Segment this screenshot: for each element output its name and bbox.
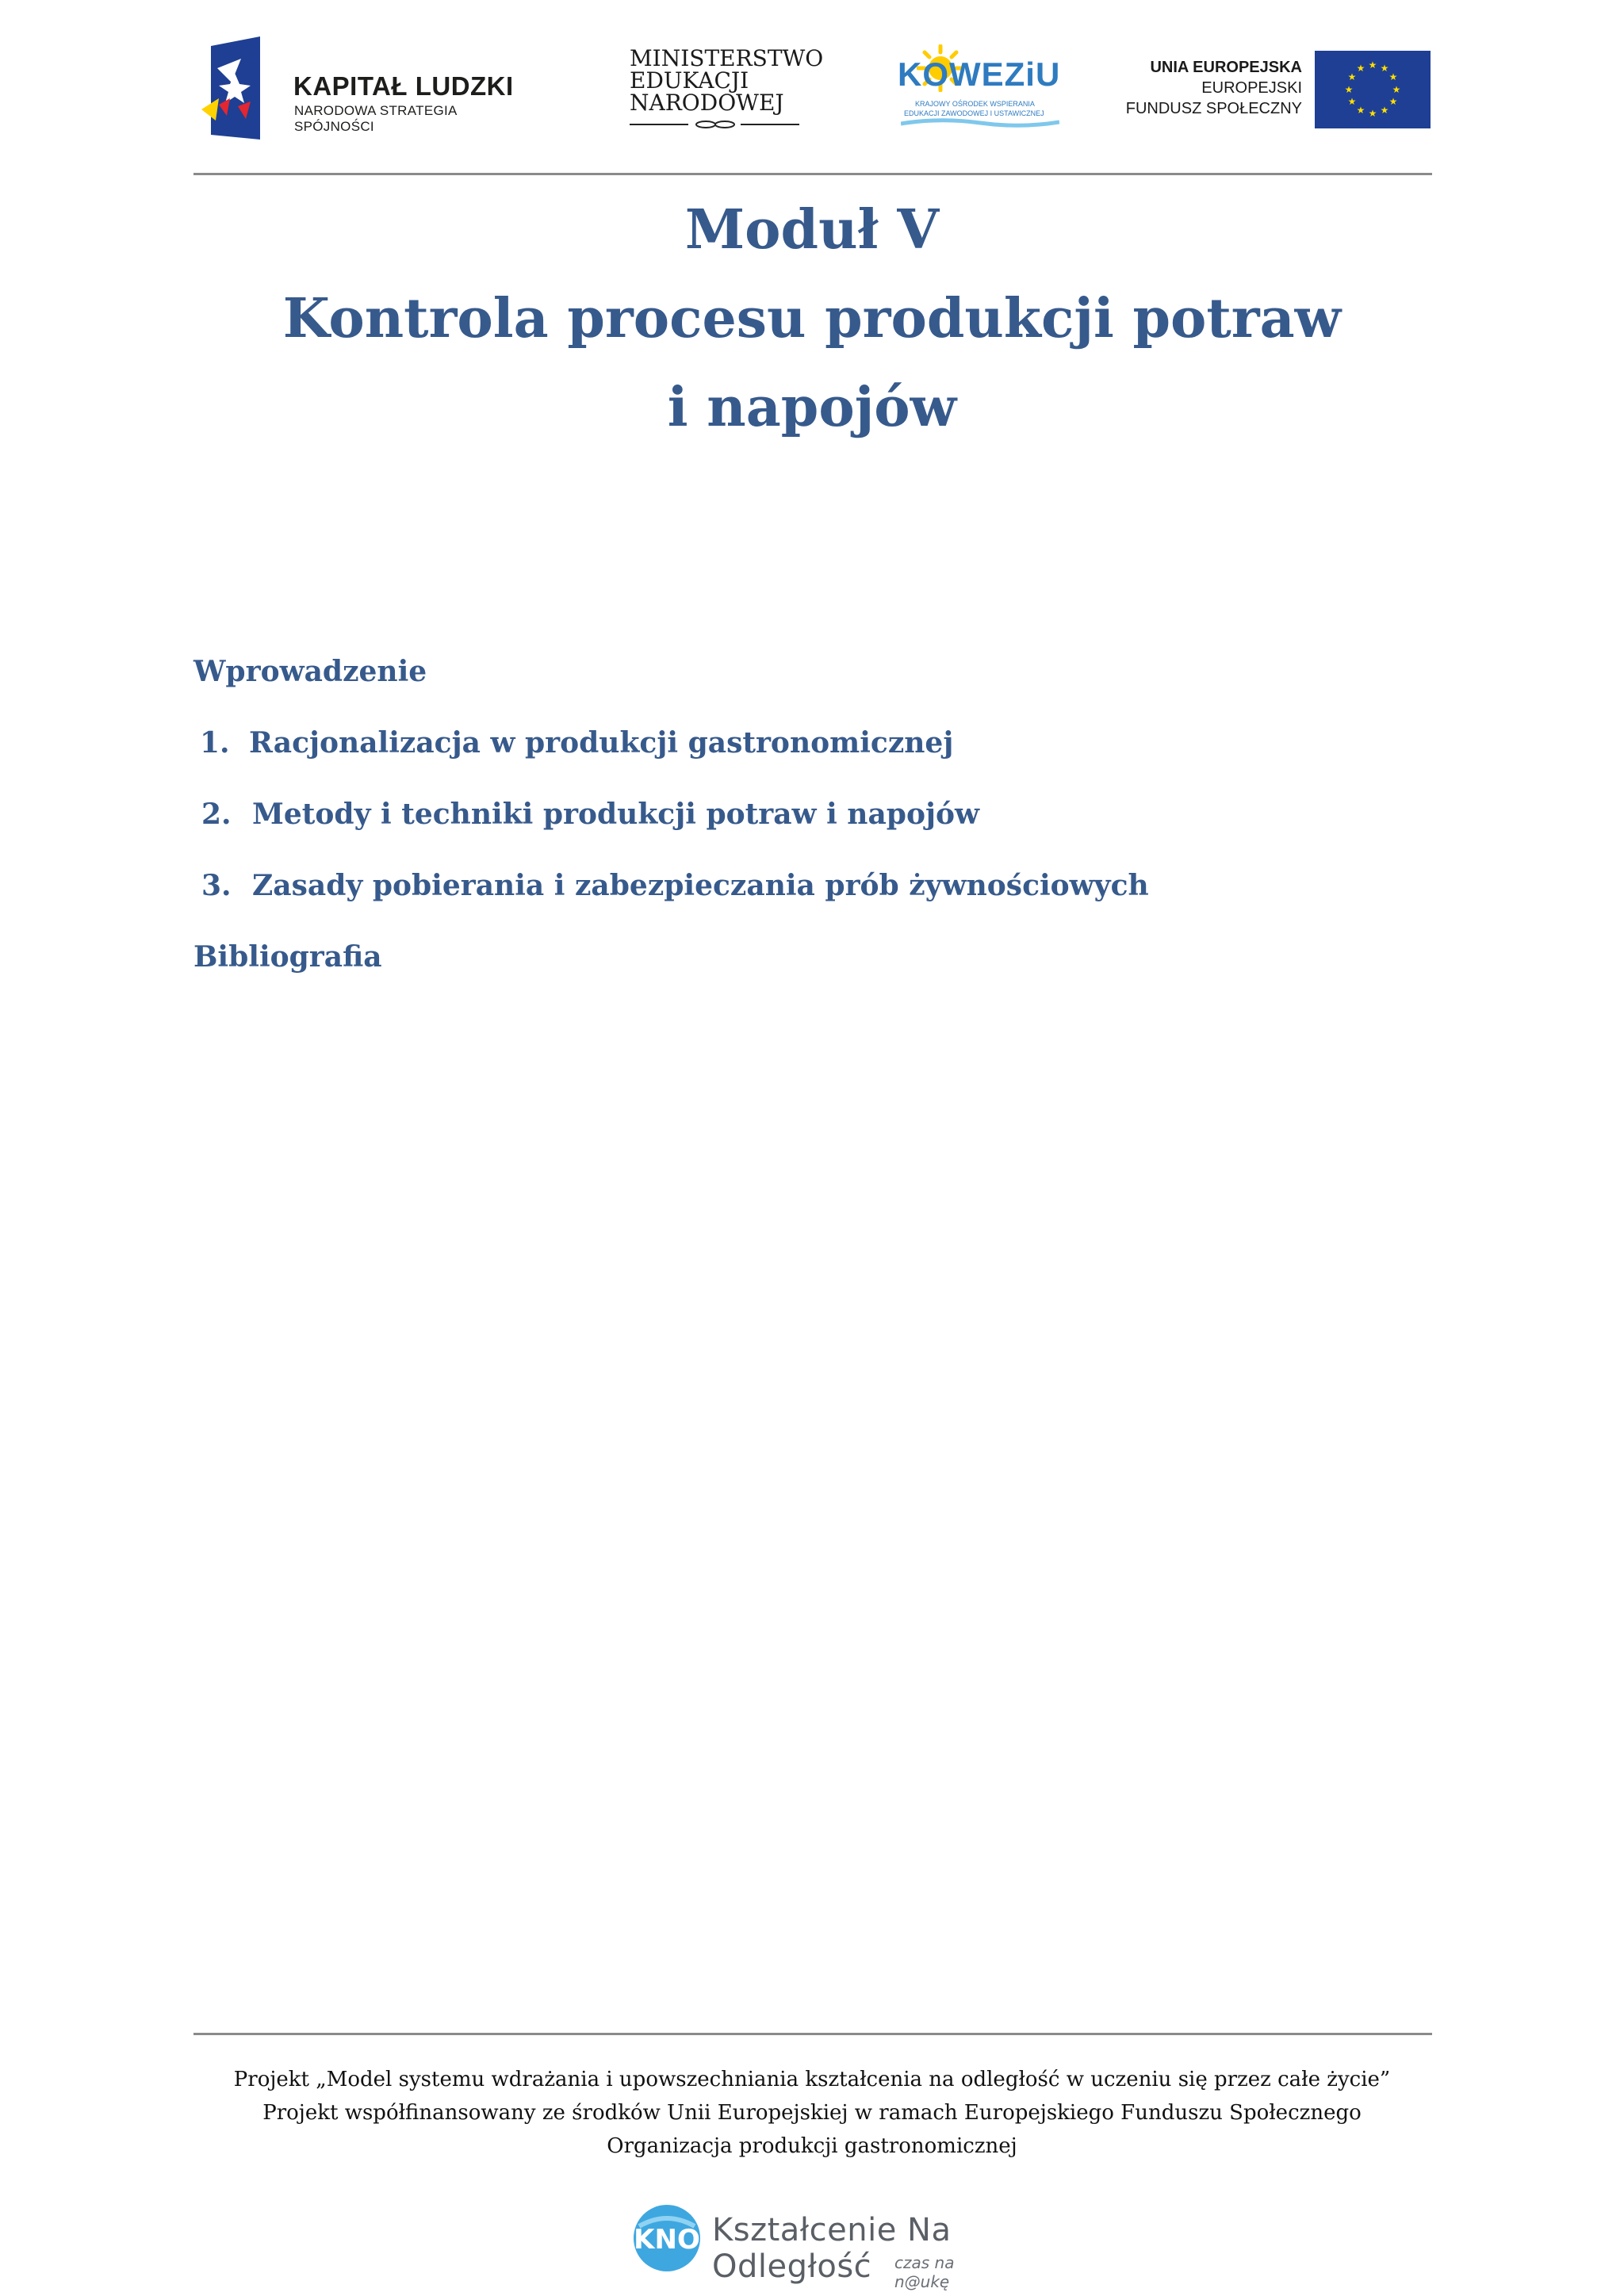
svg-text:★: ★ (1392, 84, 1401, 95)
kno-logo-text: Kształcenie Na Odległość (712, 2212, 952, 2285)
toc-item-2-label: Metody i techniki produkcji potraw i napojów (252, 798, 979, 831)
svg-text:★: ★ (1344, 84, 1354, 95)
logo-kno (631, 2201, 996, 2291)
eu-line-1: UNIA EUROPEJSKA (1150, 59, 1302, 76)
kapital-ludzki-title: KAPITAŁ LUDZKI (293, 71, 514, 101)
eu-line-2: EUROPEJSKI (1201, 79, 1302, 97)
page-title-line-1: Moduł V (684, 198, 940, 262)
koweziu-sub-2: EDUKACJI ZAWODOWEJ I USTAWICZNEJ (904, 109, 1044, 117)
toc-item-1-label: Racjonalizacja w produkcji gastronomicznej (249, 726, 954, 760)
page-title-line-3: i napojów (667, 376, 957, 439)
kapital-ludzki-subtitle: NARODOWA STRATEGIA SPÓJNOŚCI (294, 103, 457, 134)
svg-text:★: ★ (1356, 63, 1365, 74)
toc-item-3-label: Zasady pobierania i zabezpieczania prób żywnościowych (252, 869, 1149, 902)
toc-item-3-number: 3. (201, 869, 232, 902)
toc-item-2-number: 2. (201, 798, 232, 831)
toc-intro: Wprowadzenie (193, 655, 427, 688)
eu-flag-icon (1315, 51, 1431, 128)
men-pen-icon (630, 119, 799, 130)
kno-logo-subtitle: czas na n@ukę (894, 2253, 955, 2291)
footer-rule (193, 2033, 1432, 2035)
svg-text:★: ★ (1368, 59, 1377, 71)
svg-text:★: ★ (1347, 71, 1357, 82)
koweziu-wave-icon (901, 117, 1059, 128)
men-line-3: NARODOWEJ (630, 90, 784, 116)
svg-text:★: ★ (1380, 105, 1389, 116)
men-line-2: EDUKACJI (630, 67, 749, 94)
footer-line-3: Organizacja produkcji gastronomicznej (607, 2134, 1017, 2158)
svg-text:★: ★ (1368, 108, 1377, 119)
svg-text:★: ★ (1380, 63, 1389, 74)
logo-men (630, 45, 824, 135)
kno-logo-mark: KNO (634, 2224, 700, 2256)
toc-item-1-number: 1. (200, 726, 230, 760)
koweziu-sub-1: KRAJOWY OŚRODEK WSPIERANIA (915, 100, 1035, 108)
svg-text:★: ★ (1388, 71, 1398, 82)
logo-eu (1125, 49, 1432, 128)
koweziu-name: KOWEZiU (898, 55, 1061, 93)
eu-text (1112, 57, 1302, 119)
logo-kapital-ludzki (200, 36, 533, 141)
eu-line-3: FUNDUSZ SPOŁECZNY (1125, 100, 1302, 117)
header-rule (193, 173, 1432, 175)
men-line-1: MINISTERSTWO (630, 45, 824, 71)
svg-text:★: ★ (1347, 96, 1357, 107)
toc-bibliography: Bibliografia (193, 940, 382, 974)
svg-text:★: ★ (1356, 105, 1365, 116)
footer-line-2: Projekt współfinansowany ze środków Unii Europejskiej w ramach Europejskiego Funduszu Społecznego (262, 2101, 1362, 2125)
footer-line-1: Projekt „Model systemu wdrażania i upowszechniania kształcenia na odległość w uczeniu się przez całe życie” (233, 2068, 1391, 2091)
page-title-line-2: Kontrola procesu produkcji potraw (282, 287, 1342, 350)
svg-text:★: ★ (1388, 96, 1398, 107)
kno-logo-icon (631, 2202, 703, 2274)
kapital-ludzki-emblem-icon (200, 36, 263, 141)
logo-koweziu (893, 44, 1067, 133)
